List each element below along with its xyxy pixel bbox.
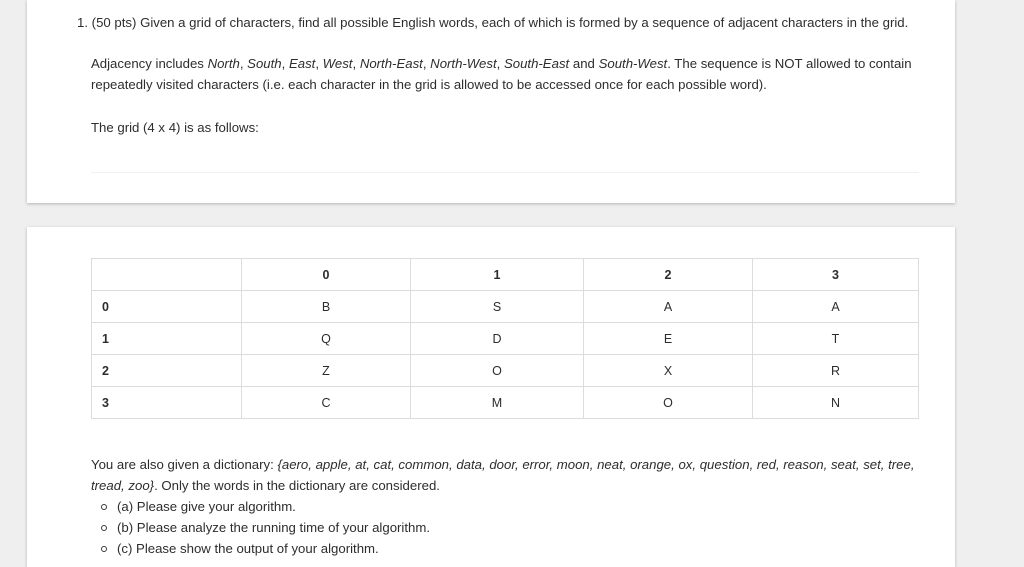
- grid-cell: T: [753, 323, 919, 355]
- grid-corner-cell: [92, 259, 242, 291]
- direction-north-west: North-West: [430, 56, 497, 71]
- subquestion-b: (b) Please analyze the running time of your algorithm.: [117, 520, 430, 535]
- col-header-1: 1: [411, 259, 584, 291]
- character-grid-table: [91, 258, 919, 419]
- bullet-icon: [101, 525, 107, 531]
- grid-cell: R: [753, 355, 919, 387]
- grid-header-row: [92, 259, 919, 291]
- grid-intro: The grid (4 x 4) is as follows:: [91, 120, 259, 135]
- list-item: [97, 517, 430, 538]
- grid-cell: S: [411, 291, 584, 323]
- dictionary-lead: You are also given a dictionary:: [91, 457, 274, 472]
- subquestion-c: (c) Please show the output of your algorithm.: [117, 541, 379, 556]
- subquestion-a: (a) Please give your algorithm.: [117, 499, 296, 514]
- col-header-2: 2: [584, 259, 753, 291]
- row-header-0: 0: [92, 291, 242, 323]
- and-word: and: [572, 56, 595, 71]
- grid-cell: N: [753, 387, 919, 419]
- question-points: (50 pts): [91, 15, 137, 30]
- question-card: [27, 0, 955, 203]
- question-number: 1.: [77, 15, 88, 30]
- grid-cell: X: [584, 355, 753, 387]
- subquestion-list: [97, 496, 430, 559]
- table-row: [92, 387, 919, 419]
- grid-cell: O: [584, 387, 753, 419]
- direction-south-west: South-West: [598, 56, 668, 71]
- divider: [91, 172, 919, 173]
- table-row: [92, 323, 919, 355]
- direction-south-east: South-East: [503, 56, 570, 71]
- question-text: Given a grid of characters, find all possible English words, each of which is formed by a sequence of adjacent characters in the grid.: [140, 15, 909, 30]
- dictionary-tail: . Only the words in the dictionary are considered.: [154, 478, 440, 493]
- bullet-icon: [101, 546, 107, 552]
- adjacency-paragraph: Adjacency includes North, South, East, West, North-East, North-West, South-East and South-West. The sequence is NOT allowed to contain repeatedly visited characters (i.e. each character in the grid is allowed to be accessed once for each possible word).: [91, 56, 912, 92]
- grid-cell: E: [584, 323, 753, 355]
- grid-card: [27, 227, 955, 567]
- direction-east: East: [288, 56, 316, 71]
- list-item: [97, 538, 430, 559]
- table-row: [92, 355, 919, 387]
- row-header-3: 3: [92, 387, 242, 419]
- direction-north-east: North-East: [359, 56, 423, 71]
- col-header-3: 3: [753, 259, 919, 291]
- direction-south: South: [247, 56, 282, 71]
- grid-cell: C: [242, 387, 411, 419]
- grid-cell: A: [584, 291, 753, 323]
- grid-cell: Q: [242, 323, 411, 355]
- table-row: [92, 291, 919, 323]
- col-header-0: 0: [242, 259, 411, 291]
- grid-cell: Z: [242, 355, 411, 387]
- grid-cell: A: [753, 291, 919, 323]
- grid-cell: D: [411, 323, 584, 355]
- adjacency-lead: Adjacency includes: [91, 56, 204, 71]
- adjacency-tail: . The sequence is NOT allowed to contain repeatedly visited characters (i.e. each character in the grid is allowed to be accessed once for each possible word).: [91, 56, 912, 92]
- bullet-icon: [101, 504, 107, 510]
- row-header-2: 2: [92, 355, 242, 387]
- grid-cell: M: [411, 387, 584, 419]
- direction-north: North: [207, 56, 240, 71]
- dictionary-paragraph: [91, 454, 927, 496]
- direction-west: West: [322, 56, 353, 71]
- list-item: [97, 496, 430, 517]
- dictionary-words: {aero, apple, at, cat, common, data, door, error, moon, neat, orange, ox, question, red, reason, seat, set, tree, tread, zoo}: [91, 457, 915, 493]
- grid-cell: B: [242, 291, 411, 323]
- question-title: [77, 14, 908, 32]
- row-header-1: 1: [92, 323, 242, 355]
- grid-cell: O: [411, 355, 584, 387]
